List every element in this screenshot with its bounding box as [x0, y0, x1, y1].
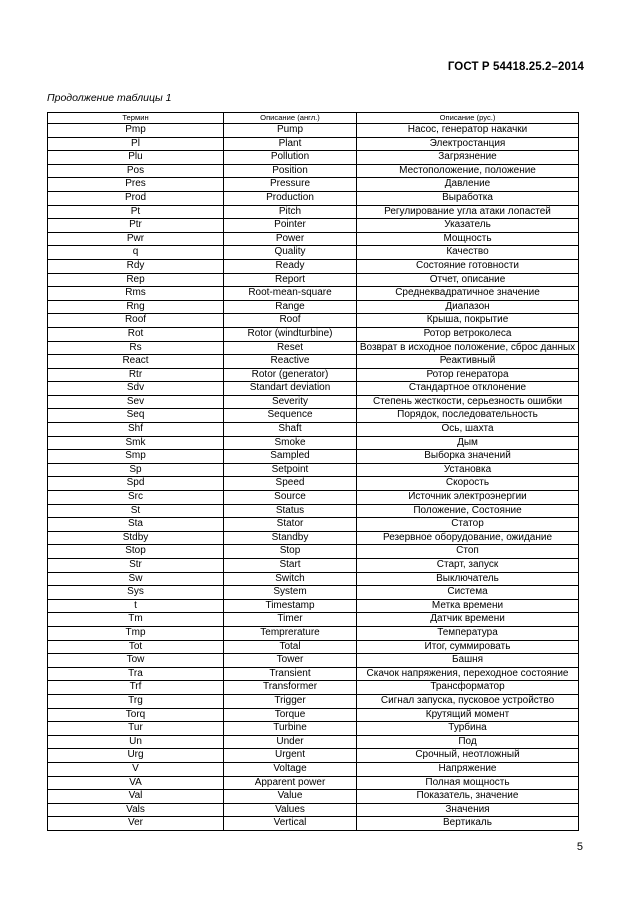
table-row — [48, 599, 579, 613]
cell-description-ru: Диапазон — [357, 300, 579, 314]
table-row — [48, 327, 579, 341]
cell-term: Plu — [48, 151, 224, 165]
cell-term: Trg — [48, 694, 224, 708]
cell-description-en: Production — [224, 191, 357, 205]
table-row — [48, 164, 579, 178]
table-row — [48, 205, 579, 219]
cell-term: q — [48, 246, 224, 260]
cell-description-en: Standby — [224, 531, 357, 545]
cell-description-ru: Насос, генератор накачки — [357, 124, 579, 138]
cell-description-en: Pointer — [224, 219, 357, 233]
cell-description-ru: Итог, суммировать — [357, 640, 579, 654]
table-row — [48, 436, 579, 450]
cell-description-en: Switch — [224, 572, 357, 586]
table-row — [48, 626, 579, 640]
table-header-row — [48, 113, 579, 124]
cell-term: Smp — [48, 450, 224, 464]
cell-description-ru: Положение, Состояние — [357, 504, 579, 518]
cell-description-ru: Ось, шахта — [357, 423, 579, 437]
cell-description-ru: Давление — [357, 178, 579, 192]
cell-description-en: Setpoint — [224, 463, 357, 477]
cell-description-en: Rotor (windturbine) — [224, 327, 357, 341]
table-caption: Продолжение таблицы 1 — [47, 92, 172, 104]
cell-term: Tm — [48, 613, 224, 627]
table-row — [48, 654, 579, 668]
cell-term: Pres — [48, 178, 224, 192]
cell-description-ru: Установка — [357, 463, 579, 477]
table-row — [48, 463, 579, 477]
table-row — [48, 667, 579, 681]
cell-description-ru: Сигнал запуска, пусковое устройство — [357, 694, 579, 708]
table-row — [48, 314, 579, 328]
table-row — [48, 232, 579, 246]
cell-description-en: Source — [224, 491, 357, 505]
cell-description-en: Values — [224, 803, 357, 817]
cell-term: Seq — [48, 409, 224, 423]
cell-description-en: Timer — [224, 613, 357, 627]
cell-term: Roof — [48, 314, 224, 328]
cell-description-ru: Датчик времени — [357, 613, 579, 627]
cell-description-ru: Источник электроэнергии — [357, 491, 579, 505]
cell-description-en: Severity — [224, 395, 357, 409]
cell-description-ru: Ротор генератора — [357, 368, 579, 382]
cell-description-ru: Регулирование угла атаки лопастей — [357, 205, 579, 219]
cell-term: React — [48, 355, 224, 369]
cell-description-en: Speed — [224, 477, 357, 491]
table-row — [48, 409, 579, 423]
cell-term: Sys — [48, 586, 224, 600]
cell-term: Un — [48, 735, 224, 749]
cell-term: V — [48, 762, 224, 776]
cell-description-ru: Система — [357, 586, 579, 600]
cell-term: Sev — [48, 395, 224, 409]
cell-description-ru: Значения — [357, 803, 579, 817]
table-row — [48, 259, 579, 273]
cell-description-ru: Старт, запуск — [357, 559, 579, 573]
cell-term: Ptr — [48, 219, 224, 233]
table-row — [48, 178, 579, 192]
cell-description-en: Root-mean-square — [224, 287, 357, 301]
cell-description-ru: Возврат в исходное положение, сброс данных — [357, 341, 579, 355]
table-row — [48, 572, 579, 586]
column-header-term: Термин — [48, 113, 224, 124]
cell-description-ru: Степень жесткости, серьезность ошибки — [357, 395, 579, 409]
cell-description-en: Shaft — [224, 423, 357, 437]
cell-description-en: Total — [224, 640, 357, 654]
cell-description-en: Plant — [224, 137, 357, 151]
cell-description-en: Position — [224, 164, 357, 178]
table-row — [48, 817, 579, 831]
cell-term: Pmp — [48, 124, 224, 138]
cell-description-en: Status — [224, 504, 357, 518]
column-header-description-ru: Описание (рус.) — [357, 113, 579, 124]
cell-description-en: Roof — [224, 314, 357, 328]
cell-description-en: Reset — [224, 341, 357, 355]
cell-description-ru: Полная мощность — [357, 776, 579, 790]
cell-description-ru: Выключатель — [357, 572, 579, 586]
cell-description-ru: Реактивный — [357, 355, 579, 369]
cell-term: t — [48, 599, 224, 613]
table-row — [48, 681, 579, 695]
cell-description-ru: Крыша, покрытие — [357, 314, 579, 328]
table-row — [48, 749, 579, 763]
table-row — [48, 735, 579, 749]
cell-description-ru: Загрязнение — [357, 151, 579, 165]
table-row — [48, 124, 579, 138]
cell-term: Sta — [48, 518, 224, 532]
cell-description-en: Sampled — [224, 450, 357, 464]
cell-description-en: Reactive — [224, 355, 357, 369]
cell-description-en: Smoke — [224, 436, 357, 450]
table-row — [48, 151, 579, 165]
cell-description-en: Pollution — [224, 151, 357, 165]
table-row — [48, 776, 579, 790]
cell-description-ru: Среднеквадратичное значение — [357, 287, 579, 301]
cell-description-en: Apparent power — [224, 776, 357, 790]
cell-description-en: Pump — [224, 124, 357, 138]
cell-description-ru: Выработка — [357, 191, 579, 205]
cell-description-ru: Электростанция — [357, 137, 579, 151]
table-row — [48, 137, 579, 151]
table-row — [48, 613, 579, 627]
cell-description-en: Urgent — [224, 749, 357, 763]
cell-description-ru: Температура — [357, 626, 579, 640]
cell-description-en: Torque — [224, 708, 357, 722]
cell-description-ru: Башня — [357, 654, 579, 668]
table-row — [48, 341, 579, 355]
cell-description-ru: Качество — [357, 246, 579, 260]
cell-term: Src — [48, 491, 224, 505]
cell-term: Tow — [48, 654, 224, 668]
cell-term: Sp — [48, 463, 224, 477]
cell-description-ru: Статор — [357, 518, 579, 532]
cell-term: Ver — [48, 817, 224, 831]
table-row — [48, 191, 579, 205]
table-row — [48, 640, 579, 654]
cell-description-ru: Вертикаль — [357, 817, 579, 831]
cell-description-ru: Местоположение, положение — [357, 164, 579, 178]
cell-description-en: Pitch — [224, 205, 357, 219]
table-row — [48, 423, 579, 437]
table-row — [48, 219, 579, 233]
cell-description-en: Trigger — [224, 694, 357, 708]
cell-term: Rep — [48, 273, 224, 287]
cell-description-ru: Отчет, описание — [357, 273, 579, 287]
cell-description-en: Value — [224, 790, 357, 804]
cell-term: Rs — [48, 341, 224, 355]
cell-description-en: Ready — [224, 259, 357, 273]
cell-description-ru: Крутящий момент — [357, 708, 579, 722]
cell-description-en: Tower — [224, 654, 357, 668]
cell-term: Vals — [48, 803, 224, 817]
cell-description-en: Turbine — [224, 722, 357, 736]
cell-term: St — [48, 504, 224, 518]
cell-term: Rdy — [48, 259, 224, 273]
cell-term: Rng — [48, 300, 224, 314]
cell-description-ru: Состояние готовности — [357, 259, 579, 273]
cell-term: Sw — [48, 572, 224, 586]
cell-term: Sdv — [48, 382, 224, 396]
cell-description-ru: Резервное оборудование, ожидание — [357, 531, 579, 545]
cell-description-ru: Стандартное отклонение — [357, 382, 579, 396]
cell-term: Str — [48, 559, 224, 573]
terms-table — [47, 112, 579, 831]
cell-description-ru: Турбина — [357, 722, 579, 736]
cell-term: Trf — [48, 681, 224, 695]
table-row — [48, 395, 579, 409]
cell-description-en: Transformer — [224, 681, 357, 695]
table-row — [48, 504, 579, 518]
cell-term: Tur — [48, 722, 224, 736]
cell-description-ru: Метка времени — [357, 599, 579, 613]
table-row — [48, 491, 579, 505]
cell-term: Urg — [48, 749, 224, 763]
table-row — [48, 287, 579, 301]
table-row — [48, 246, 579, 260]
table-row — [48, 708, 579, 722]
table-row — [48, 382, 579, 396]
cell-description-en: Report — [224, 273, 357, 287]
table-row — [48, 694, 579, 708]
cell-term: Smk — [48, 436, 224, 450]
table-row — [48, 762, 579, 776]
cell-description-ru: Срочный, неотложный — [357, 749, 579, 763]
document-code: ГОСТ Р 54418.25.2–2014 — [447, 61, 584, 73]
cell-description-ru: Указатель — [357, 219, 579, 233]
cell-term: Tra — [48, 667, 224, 681]
cell-description-en: Sequence — [224, 409, 357, 423]
cell-term: Shf — [48, 423, 224, 437]
cell-description-ru: Трансформатор — [357, 681, 579, 695]
cell-description-en: Stator — [224, 518, 357, 532]
cell-description-ru: Ротор ветроколеса — [357, 327, 579, 341]
table-row — [48, 300, 579, 314]
cell-term: Tmp — [48, 626, 224, 640]
cell-description-ru: Напряжение — [357, 762, 579, 776]
table-row — [48, 722, 579, 736]
table-row — [48, 368, 579, 382]
cell-term: Stdby — [48, 531, 224, 545]
cell-description-ru: Показатель, значение — [357, 790, 579, 804]
cell-description-ru: Стоп — [357, 545, 579, 559]
cell-term: VA — [48, 776, 224, 790]
cell-description-ru: Порядок, последовательность — [357, 409, 579, 423]
table-row — [48, 586, 579, 600]
cell-description-ru: Дым — [357, 436, 579, 450]
cell-term: Pwr — [48, 232, 224, 246]
cell-description-en: Standart deviation — [224, 382, 357, 396]
table-row — [48, 803, 579, 817]
cell-description-ru: Под — [357, 735, 579, 749]
table-row — [48, 545, 579, 559]
cell-term: Stop — [48, 545, 224, 559]
cell-description-en: Range — [224, 300, 357, 314]
cell-description-en: Power — [224, 232, 357, 246]
table-row — [48, 477, 579, 491]
table-row — [48, 450, 579, 464]
cell-term: Rms — [48, 287, 224, 301]
cell-description-en: Stop — [224, 545, 357, 559]
cell-description-ru: Выборка значений — [357, 450, 579, 464]
cell-description-en: System — [224, 586, 357, 600]
table-body — [48, 124, 579, 831]
cell-description-en: Under — [224, 735, 357, 749]
cell-description-en: Quality — [224, 246, 357, 260]
cell-term: Torq — [48, 708, 224, 722]
cell-description-ru: Мощность — [357, 232, 579, 246]
column-header-description-en: Описание (англ.) — [224, 113, 357, 124]
page-number: 5 — [576, 841, 583, 853]
table-row — [48, 355, 579, 369]
cell-description-ru: Скорость — [357, 477, 579, 491]
cell-term: Tot — [48, 640, 224, 654]
cell-description-en: Rotor (generator) — [224, 368, 357, 382]
cell-description-en: Transient — [224, 667, 357, 681]
table-row — [48, 273, 579, 287]
cell-description-en: Voltage — [224, 762, 357, 776]
table-row — [48, 518, 579, 532]
cell-description-en: Pressure — [224, 178, 357, 192]
cell-term: Pl — [48, 137, 224, 151]
cell-term: Rot — [48, 327, 224, 341]
cell-term: Pos — [48, 164, 224, 178]
cell-term: Pt — [48, 205, 224, 219]
cell-description-en: Temprerature — [224, 626, 357, 640]
cell-description-ru: Скачок напряжения, переходное состояние — [357, 667, 579, 681]
cell-description-en: Vertical — [224, 817, 357, 831]
table-row — [48, 559, 579, 573]
table-row — [48, 531, 579, 545]
cell-term: Rtr — [48, 368, 224, 382]
cell-term: Val — [48, 790, 224, 804]
cell-description-en: Start — [224, 559, 357, 573]
cell-term: Spd — [48, 477, 224, 491]
cell-term: Prod — [48, 191, 224, 205]
table-row — [48, 790, 579, 804]
cell-description-en: Timestamp — [224, 599, 357, 613]
